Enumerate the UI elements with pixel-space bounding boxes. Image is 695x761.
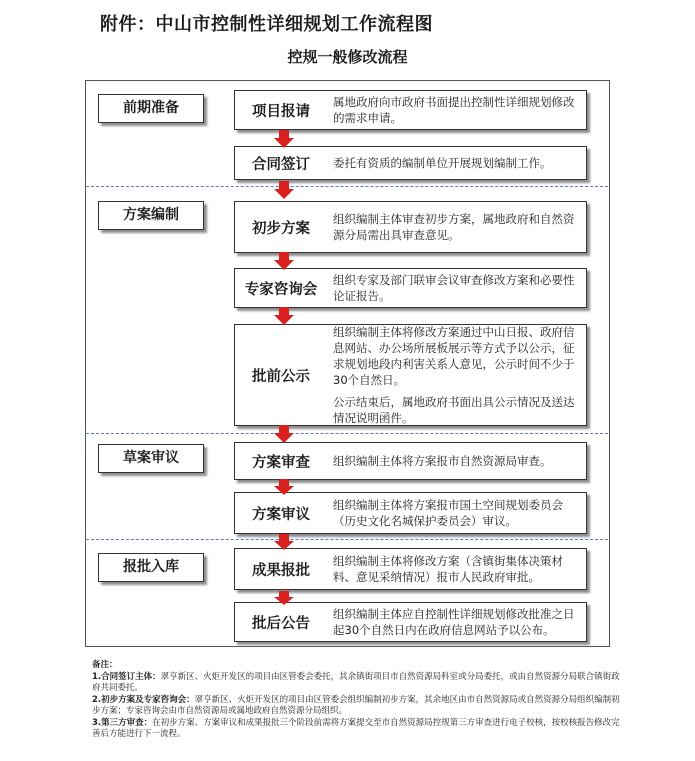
step-box — [234, 146, 587, 180]
step-description: 组织专家及部门联审会议审查修改方案和必要性论证报告。 — [333, 273, 575, 303]
step-title: 方案审议 — [252, 506, 310, 523]
step-description: 组织编制主体审查初步方案，属地政府和自然资源分局需出具审查意见。 — [333, 212, 575, 242]
step-title: 批后公告 — [252, 615, 310, 632]
stage-separator — [86, 433, 608, 434]
step-title: 初步方案 — [252, 220, 310, 237]
step-title: 项目报请 — [252, 103, 310, 120]
step-description: 委托有资质的编制单位开展规划编制工作。 — [333, 156, 552, 170]
step-title: 成果报批 — [252, 562, 310, 579]
note-text: 翠亨新区、火炬开发区的项目由区管委会组织编制初步方案，其余地区由市自然资源局或自然资源分局组织编制初步方案；专家咨询会由市自然资源局或属地政府自然资源分局组织。 — [92, 694, 620, 716]
stage-preparation: 前期准备 — [98, 94, 204, 123]
step-box — [234, 602, 587, 642]
step-box — [234, 90, 587, 130]
step-description: 组织编制主体将修改方案通过中山日报、政府信息网站、办公场所展板展示等方式予以公示，征求规划地段内利害关系人意见，公示时间不少于30个自然日。 — [333, 325, 575, 387]
note-item — [92, 695, 622, 718]
stage-separator — [86, 539, 608, 540]
flow-subtitle: 控规一般修改流程 — [287, 48, 408, 66]
step-description: 组织编制主体将修改方案（含镇街集体决策材料、意见采纳情况）报市人民政府审批。 — [333, 554, 563, 584]
flow-arrow-icon — [274, 533, 294, 551]
stage-approval-filing: 报批入库 — [98, 553, 204, 582]
step-title: 专家咨询会 — [244, 281, 318, 298]
note-item — [92, 672, 622, 695]
flow-arrow-icon — [274, 252, 294, 270]
notes-heading: 备注： — [92, 660, 118, 670]
step-box — [234, 324, 587, 426]
stage-separator — [86, 186, 608, 187]
step-description: 组织编制主体应自控制性详细规划修改批准之日起30个自然日内在政府信息网站予以公布。 — [333, 607, 575, 637]
note-text: 在初步方案、方案审议和成果报批三个阶段前需将方案提交至市自然资源局控规第三方审查进行电子校核，按校核报告修改完善后方能进行下一流程。 — [92, 717, 620, 739]
note-text: 翠亨新区、火炬开发区的项目由区管委会委托，其余镇街项目市自然资源局科室或分局委托，或由自然资源分局联合镇街政府共同委托。 — [92, 671, 620, 693]
step-title: 合同签订 — [252, 156, 310, 173]
note-label: 3.第三方审查： — [92, 717, 153, 728]
step-description: 组织编制主体将方案报市自然资源局审查。 — [333, 454, 552, 468]
note-label: 2.初步方案及专家咨询会： — [92, 694, 195, 705]
step-title: 批前公示 — [252, 368, 310, 385]
flow-arrow-icon — [274, 181, 294, 199]
step-description-extra: 公示结束后，属地政府书面出具公示情况及送达情况说明函件。 — [333, 395, 575, 425]
step-box — [234, 268, 587, 308]
flow-arrow-icon — [274, 589, 294, 607]
step-description: 属地政府向市政府书面提出控制性详细规划修改的需求申请。 — [333, 95, 575, 125]
flow-arrow-icon — [274, 478, 294, 496]
note-item — [92, 718, 622, 741]
notes-section — [92, 660, 622, 741]
step-box — [234, 201, 587, 253]
stage-draft-review: 草案审议 — [98, 444, 204, 473]
page-title: 附件：中山市控制性详细规划工作流程图 — [100, 14, 433, 35]
note-label: 1.合同签订主体： — [92, 671, 161, 682]
stage-plan-compilation: 方案编制 — [98, 201, 204, 230]
flow-arrow-icon — [274, 425, 294, 443]
step-box — [234, 548, 587, 590]
flow-arrow-icon — [274, 130, 294, 148]
step-description: 组织编制主体将方案报市国土空间规划委员会（历史文化名城保护委员会）审议。 — [333, 498, 563, 528]
step-title: 方案审查 — [252, 454, 310, 471]
flow-arrow-icon — [274, 307, 294, 325]
step-box — [234, 442, 587, 480]
step-box — [234, 492, 587, 534]
